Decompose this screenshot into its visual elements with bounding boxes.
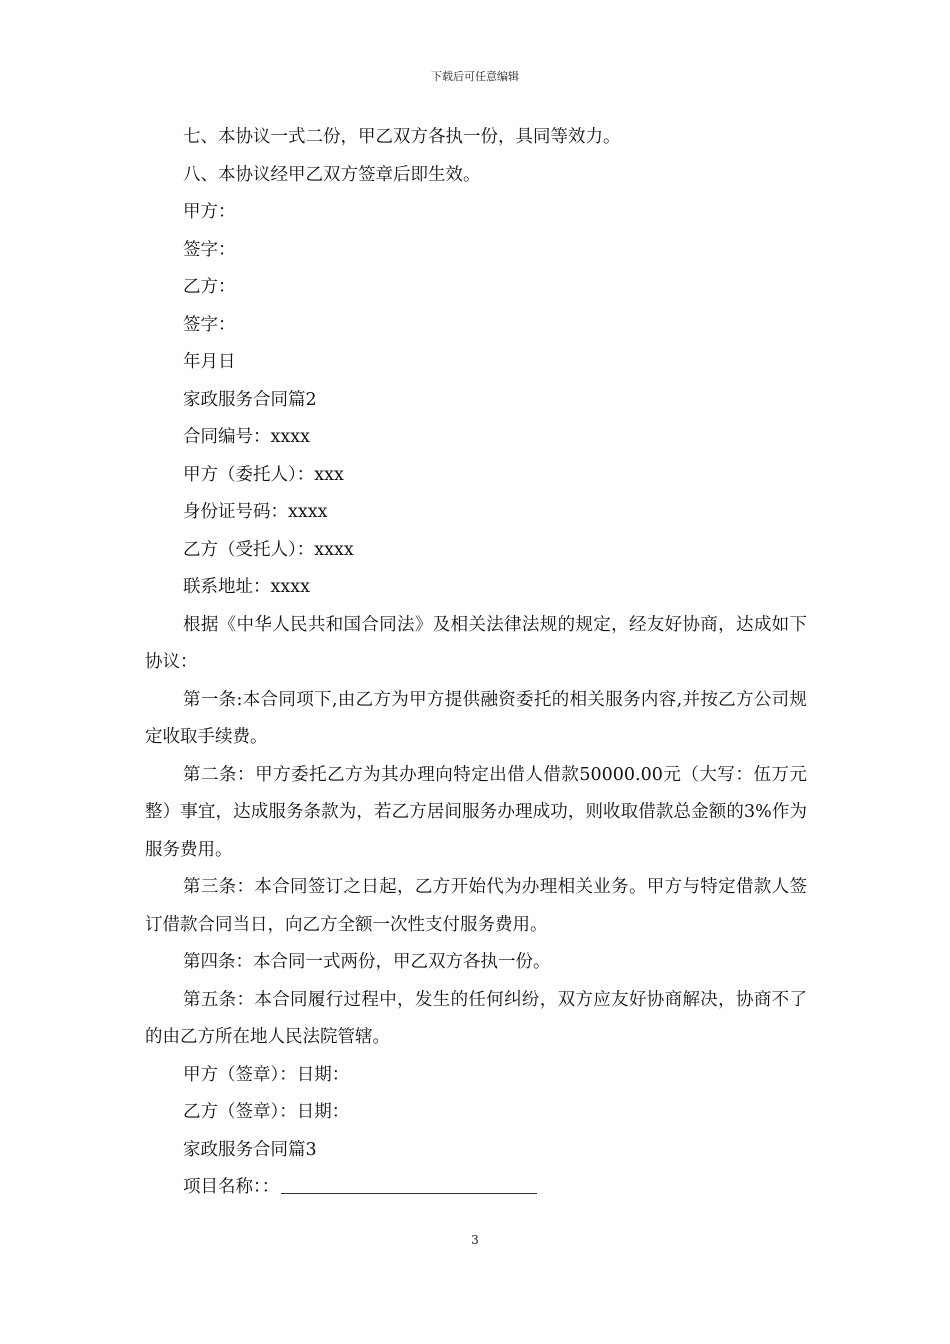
party-a-principal: 甲方（委托人）：xxx: [183, 464, 344, 485]
party-a-signature: 签字：: [183, 239, 236, 260]
document-body: [145, 119, 807, 1207]
contact-address: 联系地址：xxxx: [183, 577, 310, 597]
project-name-label: 项目名称：：: [183, 1177, 280, 1197]
article-three: 第三条：本合同签订之日起，乙方开始代为办理相关业务。甲方与特定借款人签订借款合同当日，向乙方全额一次性支付服务费用。: [145, 877, 807, 935]
project-name-blank: [281, 1169, 537, 1194]
party-b-label: 乙方：: [183, 277, 236, 297]
contract-number: 合同编号：xxxx: [183, 427, 310, 447]
page-number: 3: [471, 1233, 479, 1247]
date-line: 年月日: [183, 352, 236, 372]
page-header: 下载后可任意编辑: [431, 70, 519, 83]
id-number: 身份证号码：xxxx: [183, 502, 328, 522]
article-five: 第五条：本合同履行过程中，发生的任何纠纷，双方应友好协商解决，协商不了的由乙方所在地人民法院管辖。: [145, 989, 807, 1047]
project-name-line: [145, 1169, 807, 1207]
preamble-paragraph: 根据《中华人民共和国合同法》及相关法律法规的规定，经友好协商，达成如下协议：: [145, 614, 807, 672]
party-b-agent: 乙方（受托人）：xxxx: [183, 539, 354, 560]
section-title-2: 家政服务合同篇2: [183, 389, 317, 410]
party-b-seal-date: 乙方（签章）：日期：: [183, 1102, 350, 1122]
party-a-seal-date: 甲方（签章）：日期：: [183, 1064, 350, 1085]
section-title-3: 家政服务合同篇3: [183, 1139, 317, 1160]
article-one: 第一条:本合同项下,由乙方为甲方提供融资委托的相关服务内容,并按乙方公司规定收取手续费。: [145, 689, 807, 747]
clause-eight: 八、本协议经甲乙双方签章后即生效。: [183, 164, 481, 185]
article-four: 第四条：本合同一式两份，甲乙双方各执一份。: [183, 952, 551, 972]
clause-seven: 七、本协议一式二份，甲乙双方各执一份，具同等效力。: [183, 127, 621, 147]
party-b-signature: 签字：: [183, 314, 236, 335]
article-two: 第二条：甲方委托乙方为其办理向特定出借人借款50000.00元（大写：伍万元整）事宜，达成服务条款为，若乙方居间服务办理成功，则收取借款总金额的3%作为服务费用。: [145, 764, 807, 860]
party-a-label: 甲方：: [183, 202, 236, 222]
